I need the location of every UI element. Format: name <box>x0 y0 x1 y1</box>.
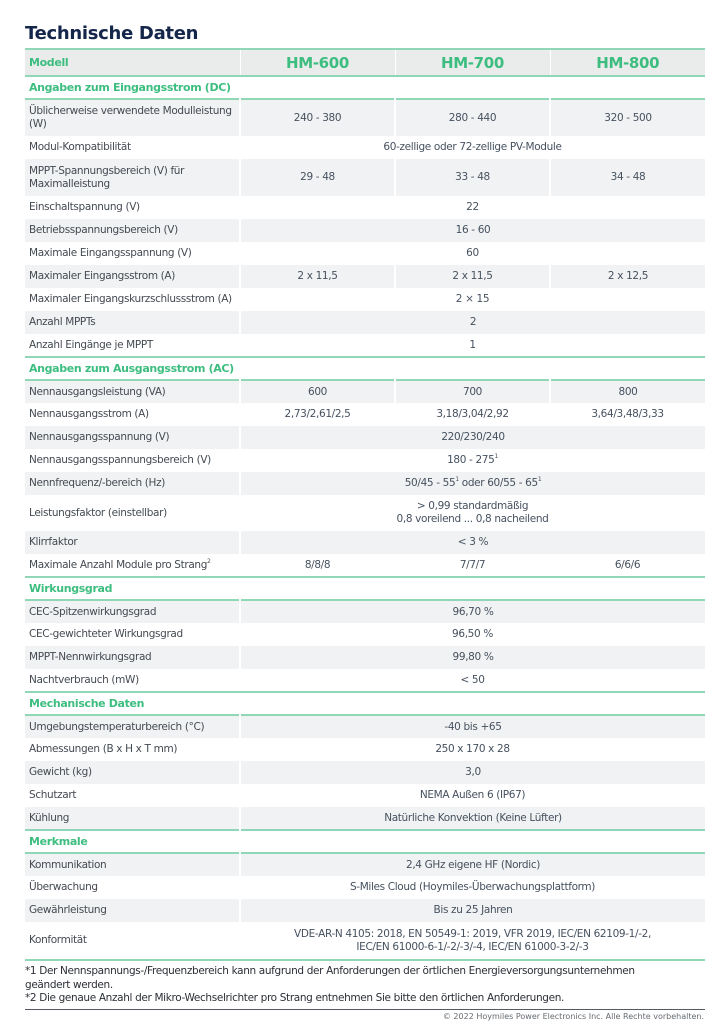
row-value-hm-800: 800 <box>550 380 705 403</box>
section-header-mechanical <box>25 692 705 715</box>
table-row <box>25 426 705 449</box>
row-label: Schutzart <box>29 789 77 801</box>
table-row <box>25 472 705 495</box>
row-label: Üblicherweise verwendete Modulleistung (W) <box>29 105 232 130</box>
row-value: 60 <box>466 247 479 259</box>
row-value: < 50 <box>460 673 485 686</box>
row-value: 16 - 60 <box>240 219 705 242</box>
row-label: MPPT-Nennwirkungsgrad <box>29 651 152 663</box>
row-label: Einschaltspannung (V) <box>29 201 140 213</box>
bottom-divider <box>25 1009 705 1010</box>
section-title: Merkmale <box>29 835 88 848</box>
row-value: 2 <box>240 311 705 334</box>
section-title: Angaben zum Ausgangsstrom (AC) <box>29 362 234 375</box>
model-hm-600: HM-600 <box>240 49 395 76</box>
row-value-hm-700: 2 x 11,5 <box>395 265 550 288</box>
row-value-hm-800: 320 - 500 <box>550 99 705 136</box>
row-label: Nennfrequenz/-bereich (Hz) <box>29 477 165 489</box>
section-title: Mechanische Daten <box>29 697 145 710</box>
table-row <box>25 136 705 159</box>
row-value: -40 bis +65 <box>240 715 705 738</box>
row-value-hm-700: 3,18/3,04/2,92 <box>436 408 509 420</box>
section-header-ac <box>25 357 705 380</box>
row-value: 2 × 15 <box>455 293 490 305</box>
table-row <box>25 646 705 669</box>
row-label: Abmessungen (B x H x T mm) <box>29 743 178 755</box>
row-label: Nennausgangsspannungsbereich (V) <box>29 454 211 466</box>
row-value <box>240 472 705 495</box>
value-line-1: VDE-AR-N 4105: 2018, EN 50549-1: 2019, VFR 2019, IEC/EN 62109-1/-2, <box>294 927 651 940</box>
row-value-hm-800: 2 x 12,5 <box>550 265 705 288</box>
row-label: Maximale Eingangsspannung (V) <box>29 247 192 259</box>
row-label: Betriebsspannungsbereich (V) <box>29 224 178 236</box>
row-value-hm-700: 280 - 440 <box>395 99 550 136</box>
table-row <box>25 807 705 830</box>
value-line-2: 0,8 voreilend ... 0,8 nacheilend <box>396 513 549 525</box>
label-text: Maximale Anzahl Module pro Strang <box>29 558 208 571</box>
value-text: 180 - 275 <box>447 454 495 466</box>
table-row <box>25 853 705 876</box>
table-row <box>25 554 705 577</box>
row-value-hm-600: 8/8/8 <box>304 558 331 571</box>
model-label: Modell <box>29 56 69 69</box>
value-line-2: IEC/EN 61000-6-1/-2/-3/-4, IEC/EN 61000-3-2/-3 <box>356 940 589 953</box>
table-row <box>25 784 705 807</box>
footnote-1-line-2: geändert werden. <box>25 978 113 991</box>
row-value <box>240 922 705 960</box>
row-value-hm-600: 240 - 380 <box>240 99 395 136</box>
copyright: © 2022 Hoymiles Power Electronics Inc. Alle Rechte vorbehalten. <box>442 1012 704 1021</box>
row-label: CEC-gewichteter Wirkungsgrad <box>29 628 183 640</box>
footnote-ref-1: 1 <box>537 476 542 483</box>
row-value: 3,0 <box>240 761 705 784</box>
section-title: Wirkungsgrad <box>29 582 113 595</box>
row-label: Klirrfaktor <box>29 536 78 548</box>
row-value: 60-zellige oder 72-zellige PV-Module <box>383 141 562 153</box>
row-value: Bis zu 25 Jahren <box>240 899 705 922</box>
row-label: CEC-Spitzenwirkungsgrad <box>29 605 157 618</box>
table-row <box>25 715 705 738</box>
row-label: Gewicht (kg) <box>29 766 92 778</box>
row-value-hm-600: 2,73/2,61/2,5 <box>284 408 351 420</box>
table-row <box>25 531 705 554</box>
table-row <box>25 288 705 311</box>
footnote-ref-2: 2 <box>207 557 211 565</box>
row-label: Nennausgangsstrom (A) <box>29 408 149 420</box>
value-text-a: 50/45 - 55 <box>404 477 456 489</box>
row-value-hm-600: 29 - 48 <box>240 159 395 196</box>
table-row <box>25 380 705 403</box>
table-row <box>25 600 705 623</box>
row-label: Maximaler Eingangskurzschlussstrom (A) <box>29 293 232 305</box>
spec-table <box>25 48 705 961</box>
row-label: Konformität <box>29 934 87 946</box>
table-row <box>25 623 705 646</box>
row-value <box>240 449 705 472</box>
row-value: 22 <box>466 201 479 213</box>
row-value-hm-700: 700 <box>395 380 550 403</box>
table-row <box>25 99 705 136</box>
row-label: Leistungsfaktor (einstellbar) <box>29 506 167 519</box>
section-header-dc <box>25 76 705 99</box>
footnote-1-line-1: *1 Der Nennspannungs-/Frequenzbereich kann aufgrund der Anforderungen der örtlichen Energieversorgungsunternehmen <box>25 965 635 977</box>
table-row <box>25 669 705 692</box>
row-value: 220/230/240 <box>240 426 705 449</box>
row-label: Modul-Kompatibilität <box>29 141 131 153</box>
row-value: 99,80 % <box>240 646 705 669</box>
footnote-2: *2 Die genaue Anzahl der Mikro-Wechselrichter pro Strang entnehmen Sie bitte den örtlichen Anforderungen. <box>25 992 565 1004</box>
row-label: Gewährleistung <box>29 904 107 916</box>
row-label: MPPT-Spannungsbereich (V) für Maximalleistung <box>29 164 185 190</box>
table-row <box>25 449 705 472</box>
page-title: Technische Daten <box>25 23 199 44</box>
table-row <box>25 334 705 357</box>
table-row <box>25 495 705 531</box>
row-value-hm-800: 3,64/3,48/3,33 <box>591 408 664 420</box>
footnotes <box>25 965 705 1006</box>
row-label: Maximaler Eingangsstrom (A) <box>29 270 176 282</box>
table-row <box>25 265 705 288</box>
row-value-hm-800: 34 - 48 <box>550 159 705 196</box>
table-row <box>25 899 705 922</box>
table-row <box>25 922 705 960</box>
row-label: Nennausgangsleistung (VA) <box>29 385 166 398</box>
row-value: 96,50 % <box>452 628 493 640</box>
value-line-1: > 0,99 standardmäßig <box>416 500 529 512</box>
model-hm-800: HM-800 <box>550 49 705 76</box>
row-value: < 3 % <box>240 531 705 554</box>
table-row <box>25 219 705 242</box>
value-text-b: oder 60/55 - 65 <box>458 477 538 489</box>
row-label: Kühlung <box>29 811 70 824</box>
row-value-hm-600: 2 x 11,5 <box>240 265 395 288</box>
table-row <box>25 403 705 426</box>
table-row <box>25 738 705 761</box>
row-value: S-Miles Cloud (Hoymiles-Überwachungsplattform) <box>349 881 596 893</box>
row-label: Kommunikation <box>29 858 107 871</box>
table-row <box>25 311 705 334</box>
row-label: Anzahl Eingänge je MPPT <box>29 338 153 351</box>
footnote-ref-1: 1 <box>455 476 459 483</box>
row-label: Anzahl MPPTs <box>29 316 96 328</box>
row-value: 250 x 170 x 28 <box>435 743 510 755</box>
row-value: 96,70 % <box>240 600 705 623</box>
row-value-hm-600: 600 <box>240 380 395 403</box>
table-header-row <box>25 49 705 76</box>
table-row <box>25 196 705 219</box>
table-row <box>25 242 705 265</box>
row-value: 2,4 GHz eigene HF (Nordic) <box>240 853 705 876</box>
section-title: Angaben zum Eingangsstrom (DC) <box>29 81 231 94</box>
section-header-efficiency <box>25 577 705 600</box>
table-row <box>25 876 705 899</box>
model-hm-700: HM-700 <box>395 49 550 76</box>
table-row <box>25 761 705 784</box>
row-label <box>25 554 240 577</box>
row-label: Nennausgangsspannung (V) <box>29 431 170 443</box>
row-label: Umgebungstemperaturbereich (°C) <box>29 720 205 733</box>
row-value: 1 <box>469 338 476 351</box>
row-label: Überwachung <box>29 881 98 893</box>
row-value-hm-800: 6/6/6 <box>614 558 641 571</box>
row-value <box>240 495 705 531</box>
row-value: Natürliche Konvektion (Keine Lüfter) <box>240 807 705 830</box>
footnote-ref-1: 1 <box>494 453 498 460</box>
table-row <box>25 159 705 196</box>
row-value: NEMA Außen 6 (IP67) <box>419 789 526 801</box>
section-header-features <box>25 830 705 853</box>
row-value-hm-700: 7/7/7 <box>459 558 486 571</box>
row-label: Nachtverbrauch (mW) <box>29 673 139 686</box>
row-value-hm-700: 33 - 48 <box>395 159 550 196</box>
